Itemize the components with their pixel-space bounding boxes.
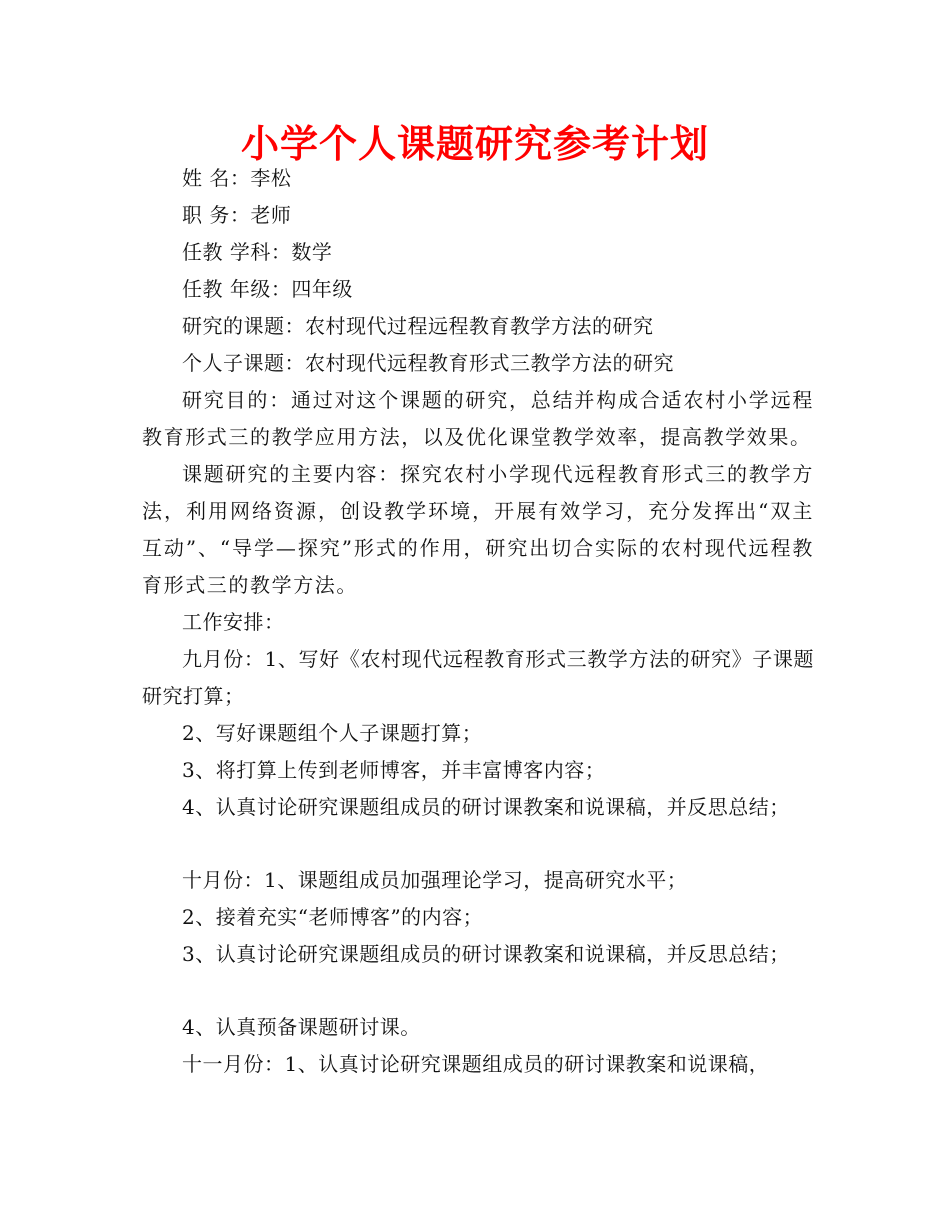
paragraph-gap <box>142 973 814 1009</box>
paragraph-october-2: 2、接着充实“老师博客”的内容； <box>182 905 484 929</box>
paragraph-subject: 任教 学科：数学 <box>182 240 333 264</box>
paragraph-november-1: 十一月份：1、认真讨论研究课题组成员的研讨课教案和说课稿， <box>182 1052 770 1076</box>
paragraph-position: 职 务：老师 <box>182 203 292 227</box>
paragraph-september-2: 2、写好课题组个人子课题打算； <box>182 721 483 745</box>
paragraph-research-purpose: 研究目的：通过对这个课题的研究，总结并构成合适农村小学远程教育形式三的教学应用方法，以及优化课堂教学效率，提高教学效果。 <box>142 388 814 449</box>
document-title: 小学个人课题研究参考计划 <box>240 122 709 166</box>
paragraph-september-3: 3、将打算上传到老师博客，并丰富博客内容； <box>182 758 606 782</box>
paragraph-work-plan-heading: 工作安排： <box>182 610 285 634</box>
paragraph-gap <box>142 826 814 862</box>
paragraph-name: 姓 名：李松 <box>182 166 292 190</box>
paragraph-october-3: 3、认真讨论研究课题组成员的研讨课教案和说课稿，并反思总结； <box>182 942 790 966</box>
paragraph-september-4: 4、认真讨论研究课题组成员的研讨课教案和说课稿，并反思总结； <box>182 795 790 819</box>
paragraph-october-4: 4、认真预备课题研讨课。 <box>182 1015 421 1039</box>
paragraph-october-1: 十月份：1、课题组成员加强理论学习，提高研究水平； <box>182 868 688 892</box>
paragraph-sub-topic: 个人子课题：农村现代远程教育形式三教学方法的研究 <box>182 351 674 375</box>
document-body <box>142 160 814 1083</box>
paragraph-september-1: 九月份：1、写好《农村现代远程教育形式三教学方法的研究》子课题研究打算； <box>142 647 814 708</box>
paragraph-grade: 任教 年级：四年级 <box>182 277 353 301</box>
paragraph-main-content: 课题研究的主要内容：探究农村小学现代远程教育形式三的教学方法，利用网络资源，创设教学环境，开展有效学习，充分发挥出“双主互动”、“导学—探究”形式的作用，研究出切合实际的农村现代远程教育形式三的教学方法。 <box>142 462 814 597</box>
paragraph-research-topic: 研究的课题：农村现代过程远程教育教学方法的研究 <box>182 314 654 338</box>
